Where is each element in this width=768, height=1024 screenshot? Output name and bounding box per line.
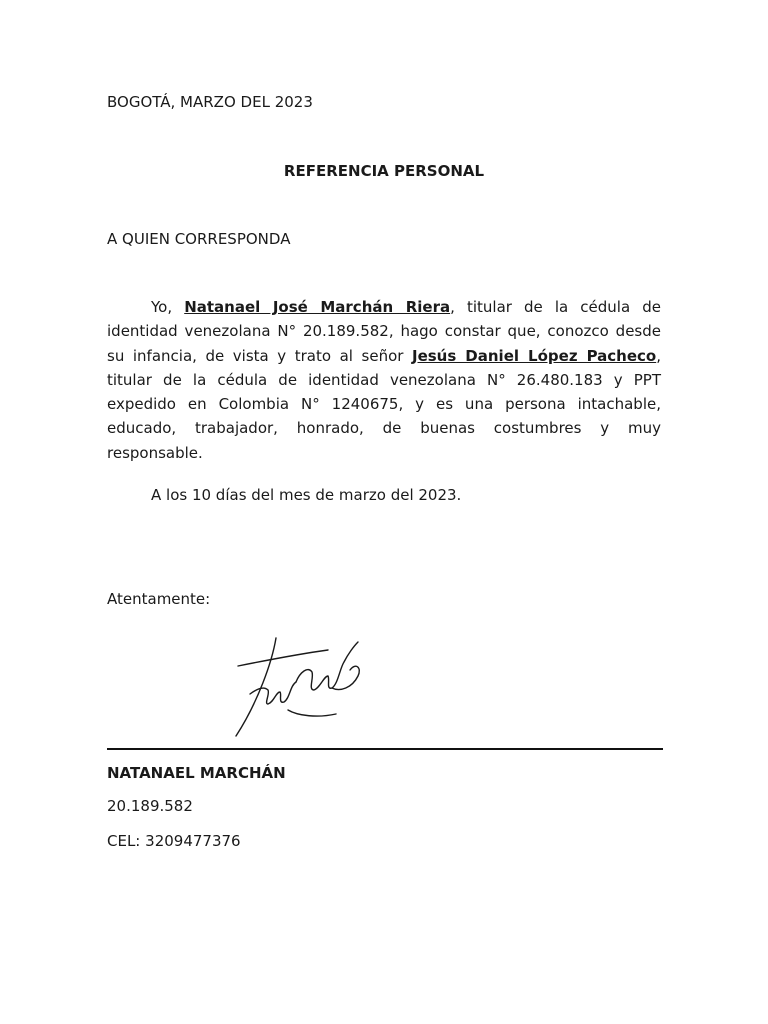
closing-date-line: A los 10 días del mes de marzo del 2023.	[151, 486, 462, 504]
document-title: REFERENCIA PERSONAL	[283, 162, 485, 180]
place-date: BOGOTÁ, MARZO DEL 2023	[107, 93, 313, 111]
signature-line	[107, 748, 663, 750]
phone-number: 3209477376	[145, 832, 241, 850]
salutation: A QUIEN CORRESPONDA	[107, 230, 291, 248]
handwritten-signature	[228, 632, 368, 742]
signer-id-number: 20.189.582	[107, 797, 193, 815]
referenced-person-name: Jesús Daniel López Pacheco	[412, 346, 657, 365]
body-text-part-1: Yo,	[151, 298, 185, 316]
regards-label: Atentamente:	[107, 590, 211, 608]
signer-name: NATANAEL MARCHÁN	[107, 764, 286, 782]
signer-phone	[107, 832, 241, 850]
body-text-part-3: , titular de la cédula de identidad venezolana N° 26.480.183 y PPT expedido en Colombia N° 1240675, y es una persona intachable, educado, trabajador, honrado, de buenas costumbres y muy responsable.	[107, 346, 661, 462]
referee-name: Natanael José Marchán Riera	[184, 298, 451, 316]
phone-label: CEL:	[107, 832, 141, 850]
body-text-part-2: , titular de la cédula de identidad venezolana N° 20.189.582, hago constar que, conozco desde su infancia, de vista y trato al señor	[107, 298, 661, 365]
reference-paragraph	[107, 295, 661, 465]
